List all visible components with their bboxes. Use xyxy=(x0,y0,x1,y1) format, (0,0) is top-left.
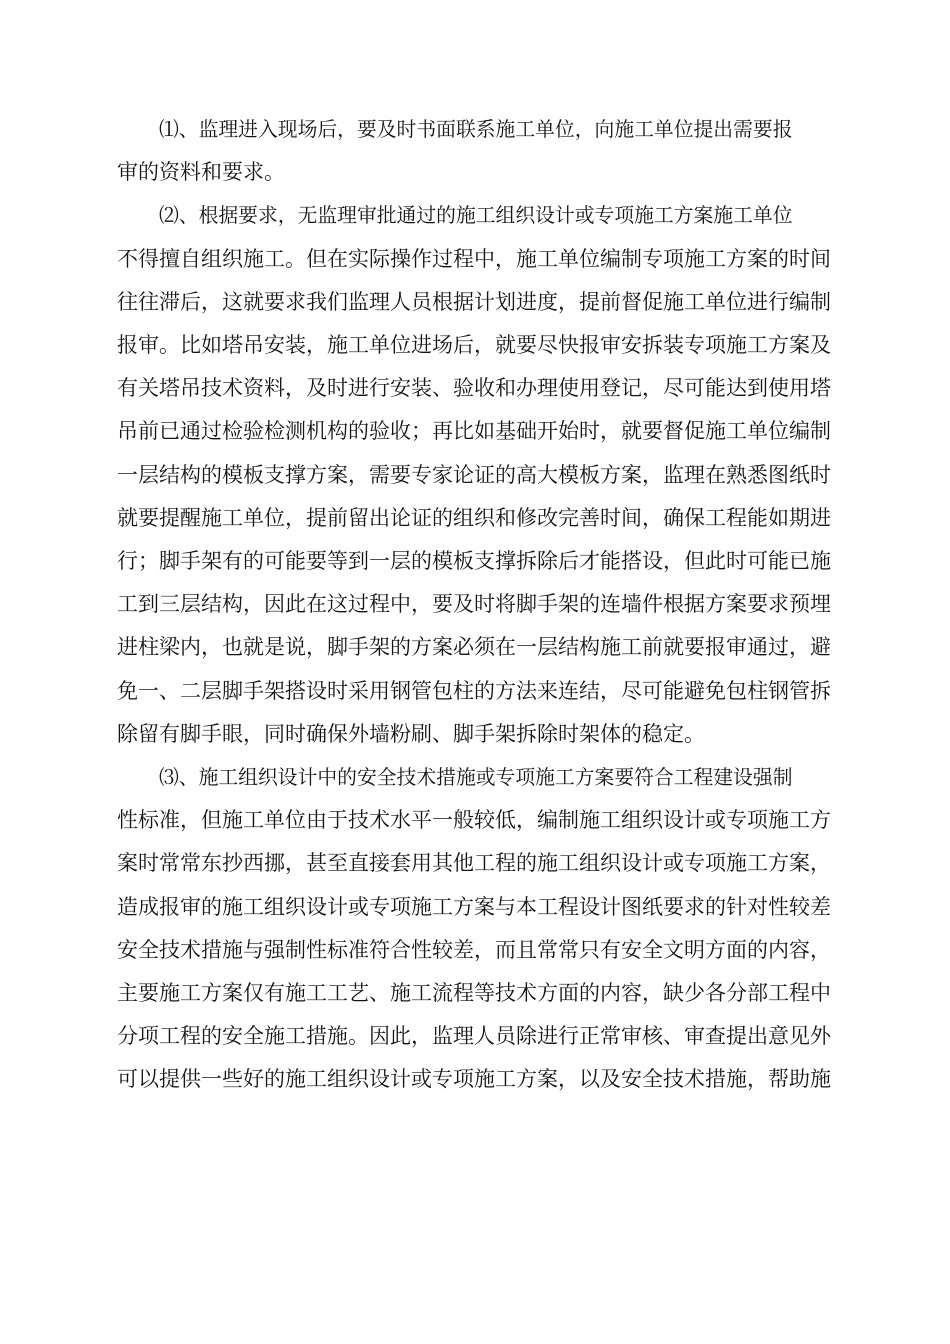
text-line: ⑵、根据要求，无监理审批通过的施工组织设计或专项施工方案施工单位 xyxy=(159,204,793,228)
text-line: 造成报审的施工组织设计或专项施工方案与本工程设计图纸要求的针对性较差 xyxy=(117,894,831,919)
text-line: 吊前已通过检验检测机构的验收；再比如基础开始时，就要督促施工单位编制 xyxy=(117,419,831,444)
paragraph-2 xyxy=(117,194,857,756)
text-line: 审的资料和要求。 xyxy=(117,160,285,185)
text-line: 除留有脚手眼，同时确保外墙粉刷、脚手架拆除时架体的稳定。 xyxy=(117,721,705,746)
document-page xyxy=(117,108,857,1102)
text-line: 安全技术措施与强制性标准符合性较差，而且常常只有安全文明方面的内容， xyxy=(117,937,831,962)
text-line: 分项工程的安全施工措施。因此，监理人员除进行正常审核、审查提出意见外 xyxy=(117,1024,831,1049)
paragraph-1 xyxy=(117,108,857,194)
text-line: 一层结构的模板支撑方案，需要专家论证的高大模板方案，监理在熟悉图纸时 xyxy=(117,462,831,487)
text-line: ⑴、监理进入现场后，要及时书面联系施工单位，向施工单位提出需要报 xyxy=(159,118,793,141)
text-line: 就要提醒施工单位，提前留出论证的组织和修改完善时间，确保工程能如期进 xyxy=(117,505,831,530)
text-line: 有关塔吊技术资料，及时进行安装、验收和办理使用登记，尽可能达到使用塔 xyxy=(117,376,831,401)
text-line: 免一、二层脚手架搭设时采用钢管包柱的方法来连结，尽可能避免包柱钢管拆 xyxy=(117,678,831,703)
text-line: 案时常常东抄西挪，甚至直接套用其他工程的施工组织设计或专项施工方案， xyxy=(117,851,831,876)
text-line: ⑶、施工组织设计中的安全技术措施或专项施工方案要符合工程建设强制 xyxy=(159,766,793,790)
text-line: 工到三层结构，因此在这过程中，要及时将脚手架的连墙件根据方案要求预埋 xyxy=(117,592,831,617)
text-line: 报审。比如塔吊安装，施工单位进场后，就要尽快报审安拆装专项施工方案及 xyxy=(117,333,831,358)
text-line: 往往滞后，这就要求我们监理人员根据计划进度，提前督促施工单位进行编制 xyxy=(117,289,831,314)
text-line: 进柱梁内，也就是说，脚手架的方案必须在一层结构施工前就要报审通过，避 xyxy=(117,635,831,660)
text-line: 不得擅自组织施工。但在实际操作过程中，施工单位编制专项施工方案的时间 xyxy=(117,246,831,271)
text-line: 性标准，但施工单位由于技术水平一般较低，编制施工组织设计或专项施工方 xyxy=(117,808,831,833)
text-line: 主要施工方案仅有施工工艺、施工流程等技术方面的内容，缺少各分部工程中 xyxy=(117,981,831,1006)
text-line: 可以提供一些好的施工组织设计或专项施工方案，以及安全技术措施，帮助施 xyxy=(117,1067,831,1092)
text-line: 行；脚手架有的可能要等到一层的模板支撑拆除后才能搭设，但此时可能已施 xyxy=(117,549,831,574)
paragraph-3 xyxy=(117,756,857,1102)
